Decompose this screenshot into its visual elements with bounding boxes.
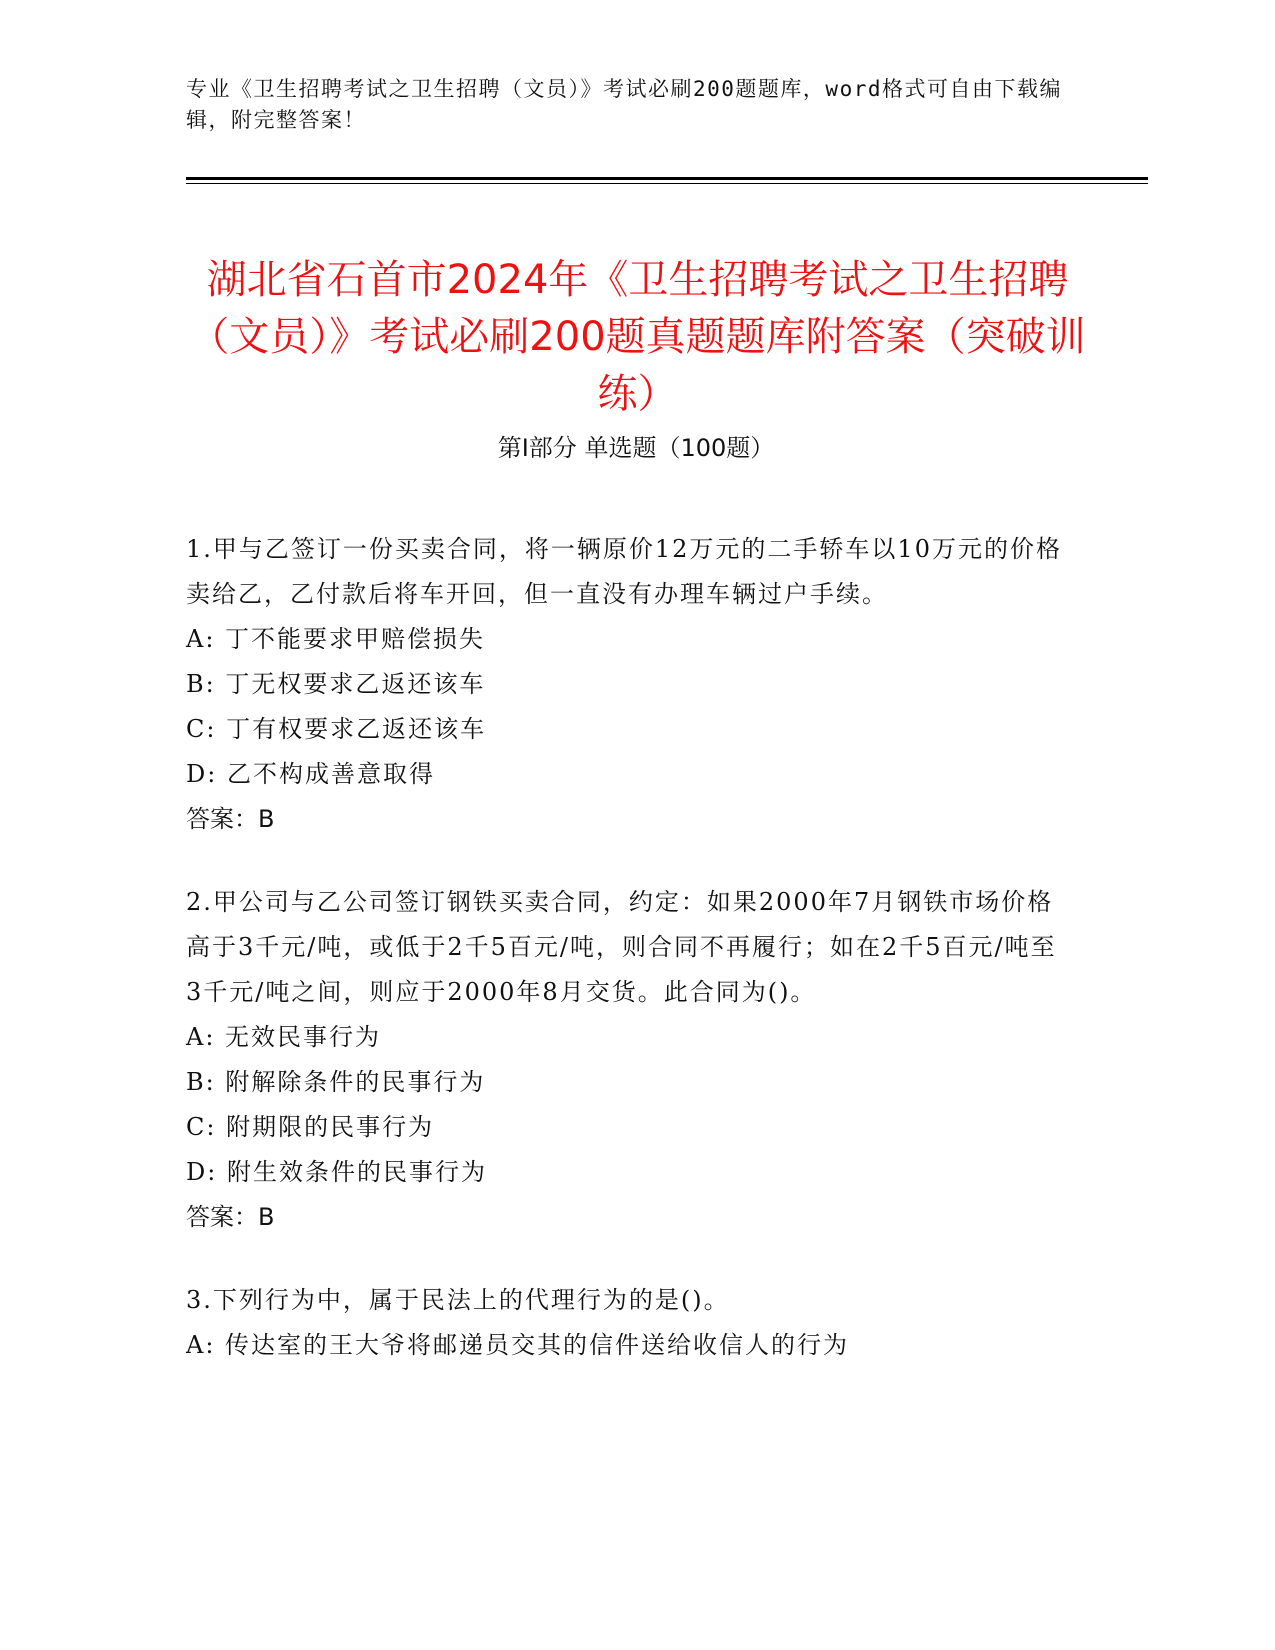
question-3 <box>186 1278 1066 1368</box>
option-b: B: 附解除条件的民事行为 <box>186 1068 486 1096</box>
answer: 答案：B <box>186 805 275 833</box>
option-a: A: 无效民事行为 <box>186 1023 382 1051</box>
header-rule-thin <box>186 183 1148 184</box>
section-heading: 第Ⅰ部分 单选题（100题） <box>497 434 775 462</box>
option-a: A: 丁不能要求甲赔偿损失 <box>186 625 486 653</box>
option-c: C: 丁有权要求乙返还该车 <box>186 715 487 743</box>
question-2 <box>186 880 1066 1240</box>
question-1 <box>186 527 1066 842</box>
header-rule-thick <box>186 177 1148 180</box>
option-d: D: 乙不构成善意取得 <box>186 760 435 788</box>
question-stem: 1.甲与乙签订一份买卖合同，将一辆原价12万元的二手轿车以10万元的价格卖给乙，乙付款后将车开回，但一直没有办理车辆过户手续。 <box>186 535 1062 608</box>
question-list <box>186 527 1066 1406</box>
answer: 答案：B <box>186 1203 275 1231</box>
document-title: 湖北省石首市2024年《卫生招聘考试之卫生招聘（文员）》考试必刷200题真题题库附答案（突破训练） <box>189 256 1086 417</box>
header-note: 专业《卫生招聘考试之卫生招聘（文员）》考试必刷200题题库，word格式可自由下载编辑，附完整答案！ <box>186 77 1062 132</box>
question-stem: 2.甲公司与乙公司签订钢铁买卖合同，约定：如果2000年7月钢铁市场价格高于3千元/吨，或低于2千5百元/吨，则合同不再履行；如在2千5百元/吨至3千元/吨之间，则应于2000年8月交货。此合同为()。 <box>186 888 1057 1006</box>
question-stem: 3.下列行为中，属于民法上的代理行为的是()。 <box>186 1286 730 1314</box>
option-b: B: 丁无权要求乙返还该车 <box>186 670 486 698</box>
option-d: D: 附生效条件的民事行为 <box>186 1158 487 1186</box>
option-a: A: 传达室的王大爷将邮递员交其的信件送给收信人的行为 <box>186 1331 850 1359</box>
option-c: C: 附期限的民事行为 <box>186 1113 435 1141</box>
